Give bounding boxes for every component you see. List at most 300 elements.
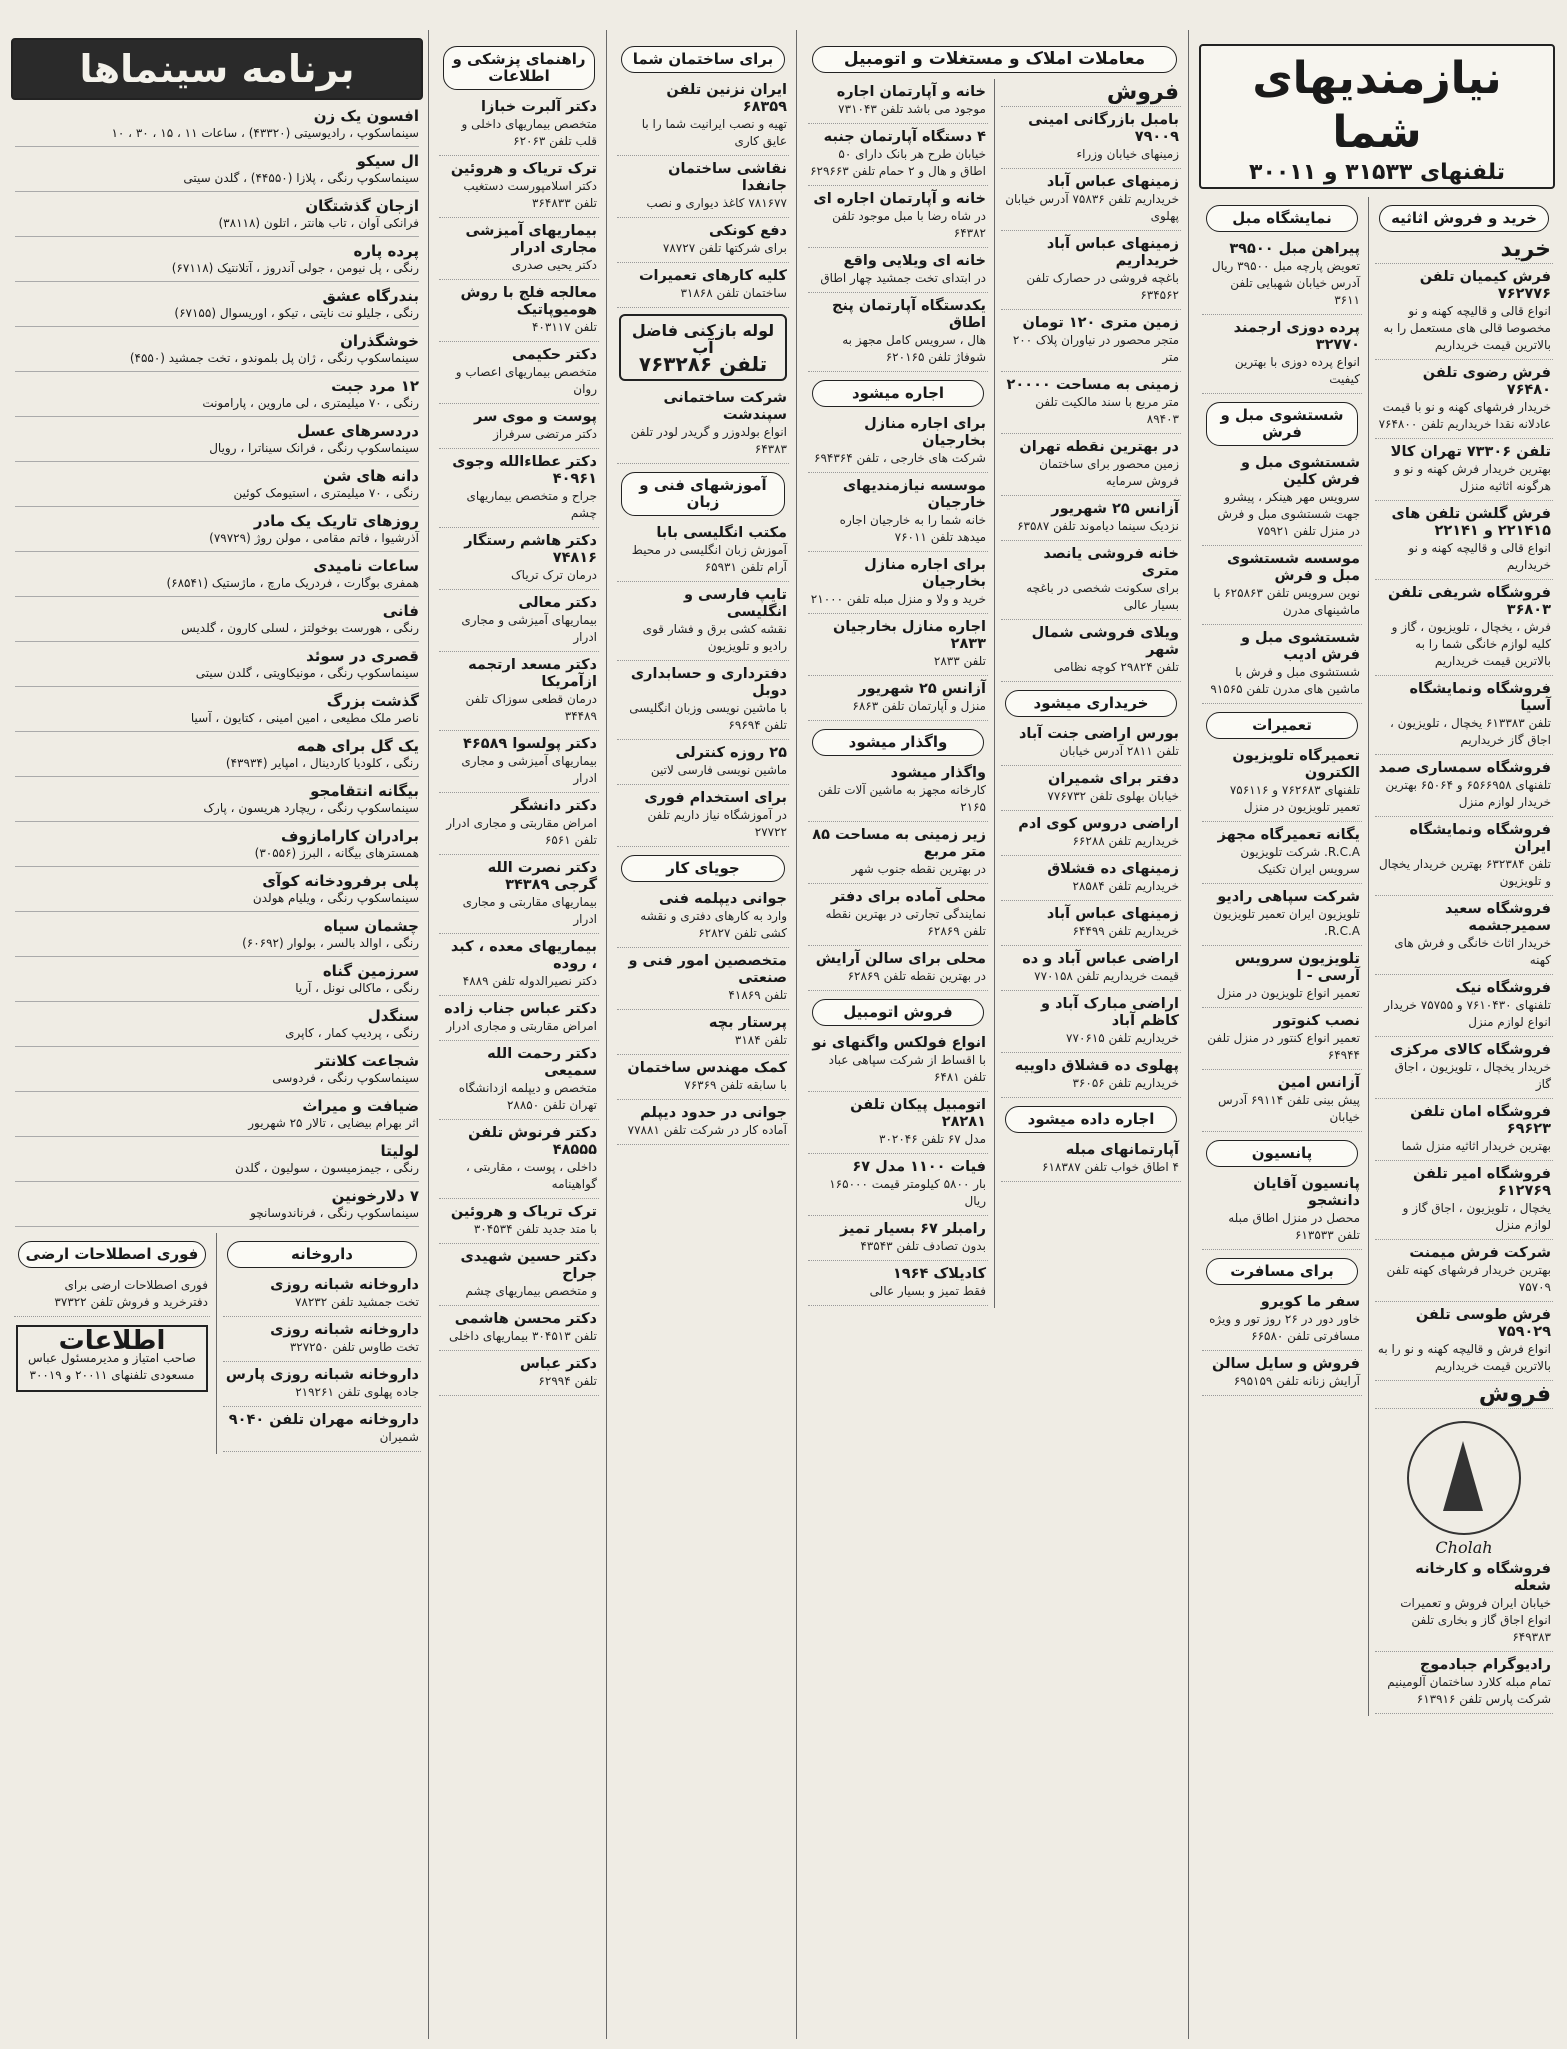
column-divider [428, 30, 429, 2039]
classified-ad-body: فرش ، یخچال ، تلویزیون ، گاز و کلیه لوازم خانگی شما را به بالاترین قیمت خریداریم [1391, 620, 1551, 668]
classified-ad-heading: شستشوی مبل و فرش کلین [1240, 455, 1360, 488]
classified-ad [1375, 441, 1553, 501]
movie-list [7, 108, 427, 1227]
classified-ad-heading: یگانه تعمیرگاه مجهز [1217, 827, 1360, 843]
classified-ad-heading: زمینهای عباس آباد [1046, 174, 1179, 190]
classified-ad-body: تلفن ۲۹۸۲۴ کوچه نظامی [1053, 660, 1179, 674]
movie-title: برادران کارامازوف [280, 827, 419, 845]
classified-ad [1375, 898, 1553, 975]
section-header-buy-sell: خرید و فروش اثاثیه [1379, 205, 1549, 232]
classified-ad [1375, 1304, 1553, 1381]
movie-listing [15, 1098, 419, 1137]
movie-listing [15, 1143, 419, 1182]
classified-ad [617, 1012, 789, 1055]
classified-ad [1375, 503, 1553, 580]
classified-ad-heading: فروشگاه و کارخانه شعله [1415, 1561, 1551, 1594]
movie-details: همسترهای بیگانه ، البرز (۳۰۵۵۶) [254, 846, 419, 860]
classified-ad [1001, 233, 1181, 310]
drain-ad-title: لوله بازکنی فاضل آب [631, 321, 775, 357]
classified-ad-body: تلفن ۶۱۳۳۸۳ یخچال ، تلویزیون ، اجاق گاز خریداریم [1389, 716, 1551, 747]
classified-ad-body: زمین محصور برای ساختمان فروش سرمایه [1039, 457, 1179, 488]
medical-ad-heading: دکتر عطاءالله وجوی ۴۰۹۶۱ [452, 454, 597, 487]
classified-ad [617, 888, 789, 948]
pharmacy-ad-heading: داروخانه شبانه روزی [270, 1277, 419, 1293]
classified-ad [1001, 312, 1181, 372]
classified-ad [808, 126, 988, 186]
classified-ad-body: متجر محصور در نیاوران پلاک ۲۰۰ متر [1012, 333, 1179, 364]
medical-ad [439, 592, 599, 652]
movie-details: سینماسکوپ رنگی ، پلازا (۴۴۵۵۰) ، گلدن سیتی [183, 171, 419, 185]
classified-ad-heading: زمینهای عباس آباد خریداریم [1046, 236, 1179, 269]
classified-ad-heading: رامبلر ۶۷ بسیار تمیز [839, 1221, 986, 1237]
classified-ad [617, 522, 789, 582]
section-header-furniture: نمایشگاه مبل [1206, 205, 1358, 232]
pharmacy-ad-body: جاده پهلوی تلفن ۲۱۹۲۶۱ [295, 1385, 419, 1399]
classified-ad [1001, 813, 1181, 856]
pharmacy-ad [223, 1274, 421, 1317]
classified-ad [1202, 1173, 1362, 1250]
classified-ad-body: خیابان بهلوی تلفن ۷۷۶۷۳۲ [1047, 789, 1179, 803]
classified-ad-body: تلفن ۶۳۲۳۸۴ بهترین خریدار یخچال و تلویزیون [1378, 857, 1551, 888]
classified-ad-heading: شرکت فرش میمنت [1409, 1245, 1551, 1261]
classified-ad-body: باغچه فروشی در حصارک تلفن ۶۳۴۵۶۲ [1026, 271, 1179, 302]
classified-ad-heading: ویلای فروشی شمال شهر [1031, 625, 1179, 658]
classified-ad-heading: فروشگاه ونمایشگاه آسیا [1409, 681, 1551, 714]
classified-ad-body: فقط تمیز و بسیار عالی [869, 1284, 986, 1298]
classified-ad-body: تعمیر انواع تلویزیون در منزل [1216, 986, 1360, 1000]
classified-ad-heading: خانه فروشی یانصد متری [1043, 546, 1179, 579]
classified-ad [1001, 543, 1181, 620]
classified-ad-body: آماده کار در شرکت تلفن ۷۷۸۸۱ [627, 1123, 787, 1137]
medical-ad-body: دکتر مرتضی سرفراز [493, 427, 597, 441]
movie-listing [15, 1053, 419, 1092]
medical-ad-heading: دکتر نصرت الله گرجی ۳۴۳۸۹ [487, 860, 597, 893]
column-real-estate [802, 38, 1187, 2035]
classified-ad [1375, 582, 1553, 676]
medical-ad-heading: دکتر هاشم رستگار ۷۴۸۱۶ [464, 533, 597, 566]
repair-ads-list [1196, 745, 1368, 1132]
classified-ad [617, 158, 789, 218]
classified-ad-heading: اراضی دروس کوی ادم [1018, 816, 1179, 832]
job-ads-list [611, 888, 795, 1145]
medical-ad [439, 936, 599, 996]
sale-heading: فروش [1001, 81, 1181, 107]
classified-ad-heading: پرستار بچه [708, 1015, 787, 1031]
movie-details: فرانکی آوان ، تاب هانتر ، اتلون (۳۸۱۱۸) [218, 216, 419, 230]
movie-listing [15, 198, 419, 237]
classified-ad [808, 1218, 988, 1261]
classified-ad-body: خریداریم تلفن ۷۵۸۳۶ آدرس خیابان پهلوی [1005, 192, 1179, 223]
movie-title: یک گل برای همه [296, 737, 419, 755]
classified-ad-heading: خانه و آپارتمان اجاره ای [813, 191, 986, 207]
movie-listing [15, 1188, 419, 1227]
movie-title: قصری در سوئد [306, 647, 419, 665]
medical-ad-heading: معالجه فلج با روش هومیوپاتیک [460, 285, 597, 318]
classified-ad-body: برای سکونت شخصی در باغچه بسیار عالی [1026, 581, 1179, 612]
movie-title: بیگانه انتقامجو [310, 782, 419, 800]
movie-details: سینماسکوپ رنگی ، ژان پل بلموندو ، تخت جمشید (۴۵۵۰) [129, 351, 419, 365]
classified-ad-body: ۷۸۱۶۷۷ کاغذ دیواری و نصب [646, 196, 787, 210]
classified-ad-body: محصل در منزل اطاق مبله تلفن ۶۱۳۵۳۳ [1228, 1211, 1360, 1242]
classified-ad-body: موجود می باشد تلفن ۷۳۱۰۴۳ [838, 102, 986, 116]
section-header-travel: برای مسافرت [1206, 1258, 1358, 1285]
classified-ad-heading: فروشگاه ونمایشگاه ایران [1409, 822, 1551, 855]
classified-ad-heading: پیراهن مبل ۳۹۵۰۰ [1229, 241, 1360, 257]
building-ads-list [611, 79, 795, 308]
medical-ad [439, 451, 599, 528]
medical-ad-heading: دکتر مسعد ارتجمه ازآمریکا [468, 657, 597, 690]
cinema-banner [11, 38, 423, 100]
movie-title: لولیتا [380, 1142, 419, 1160]
movie-listing [15, 513, 419, 552]
medical-ad-body: تلفن ۴۰۳۱۱۷ [531, 320, 597, 334]
classified-ad [1202, 1010, 1362, 1070]
medical-ad-body: داخلی ، پوست ، مقاربتی ، گواهینامه [465, 1160, 597, 1191]
classified-ad [808, 295, 988, 372]
classified-ad-body: شرکت های خارجی ، تلفن ۶۹۴۳۶۴ [814, 451, 986, 465]
medical-ad-heading: دکتر آلبرت خبازا [481, 99, 597, 115]
classified-ad [1001, 723, 1181, 766]
classified-ad [808, 616, 988, 676]
classified-ad [617, 79, 789, 156]
classified-ad [808, 678, 988, 721]
classifieds-title: نیازمندیهای شما [1252, 53, 1502, 158]
section-header-building: برای ساختمان شما [621, 46, 785, 73]
classified-ad-heading: کلیه کارهای تعمیرات [638, 268, 787, 284]
medical-ad-body: متخصص و دیپلمه ازدانشگاه تهران تلفن ۲۸۸۵۰ [458, 1081, 597, 1112]
medical-ad-body: دکتر اسلامپورست دستغیب تلفن ۳۶۴۸۳۳ [463, 179, 597, 210]
movie-title: روزهای تاریک یک مادر [253, 512, 419, 530]
movie-title: پلی برفرودخانه کوآی [262, 872, 419, 890]
classified-ad-body: بهترین خریدار اثاثیه منزل شما [1401, 1139, 1551, 1153]
classified-ad [1001, 903, 1181, 946]
classified-ad-heading: فروشگاه شریفی تلفن ۳۶۸۰۳ [1388, 585, 1551, 618]
medical-ad-body: متخصص بیماریهای داخلی و قلب تلفن ۶۲۰۶۳ [461, 117, 597, 148]
classified-ad-body: خریدار یخچال ، تلویزیون ، اجاق گاز [1394, 1060, 1551, 1091]
movie-listing [15, 558, 419, 597]
classified-ad-body: تلفنهای ۶۵۶۶۹۵۸ و ۶۵۰۶۴ بهترین خریدار لوازم منزل [1385, 778, 1551, 809]
section-header-buy: خریداری میشود [1005, 690, 1177, 717]
buy-ads-list [1369, 266, 1559, 1381]
medical-ad-body: امراض مقاربتی و مجاری ادرار تلفن ۶۵۶۱ [446, 816, 597, 847]
classified-ad-body: ۴ اطاق خواب تلفن ۶۱۸۳۸۷ [1042, 1160, 1179, 1174]
movie-listing [15, 873, 419, 912]
classified-ad-body: وارد به کارهای دفتری و نقشه کشی تلفن ۶۲۸۲۷ [640, 909, 787, 940]
classified-ad [1202, 1291, 1362, 1351]
movie-listing [15, 963, 419, 1002]
movie-title: شجاعت کلانتر [315, 1052, 419, 1070]
classified-ad [617, 265, 789, 308]
column-building [611, 38, 795, 2035]
movie-title: چشمان سیاه [323, 917, 419, 935]
classified-ad-body: تلفنهای ۷۶۱۰۴۳۰ و ۷۵۷۵۵ خریدار انواع لوازم منزل [1384, 998, 1551, 1029]
real-estate-subcolumn-rent [802, 79, 994, 1308]
classified-ad-heading: واگذار میشود [890, 765, 986, 781]
classified-ad-heading: جوانی در حدود دیپلم [640, 1105, 787, 1121]
classified-ad [1202, 745, 1362, 822]
medical-ad [439, 1353, 599, 1396]
pharmacy-ad [223, 1364, 421, 1407]
classified-ad-heading: تایپ فارسی و انگلیسی [683, 587, 787, 620]
classified-ad-body: متر مربع با سند مالکیت تلفن ۸۹۴۰۳ [1035, 395, 1179, 426]
classified-ad-body: انواع پرده دوزی با بهترین کیفیت [1234, 355, 1360, 386]
movie-listing [15, 378, 419, 417]
medical-ad [439, 344, 599, 404]
buy-sell-subcolumn [1369, 197, 1559, 1716]
classified-ad-heading: فروشگاه سعید سمیرجشمه [1444, 901, 1551, 934]
classified-ad-body: پیش بینی تلفن ۶۹۱۱۴ آدرس خیابان [1218, 1093, 1360, 1124]
movie-listing [15, 828, 419, 867]
medical-ad-body: بیماریهای آمیزشی و مجاری ادرار [461, 754, 597, 785]
classified-ad-body: با ماشین نویسی وزبان انگلیسی تلفن ۶۹۶۹۴ [629, 701, 787, 732]
column-divider [796, 30, 797, 2039]
classified-ad-heading: پانسیون آقایان دانشجو [1253, 1176, 1360, 1209]
medical-ad [439, 1043, 599, 1120]
medical-ad-heading: ترک تریاک و هروئین [450, 1204, 597, 1220]
movie-listing [15, 288, 419, 327]
classified-ad-body: بدون تصادف تلفن ۴۳۵۴۳ [860, 1239, 986, 1253]
section-header-pharmacy: داروخانه [227, 1241, 417, 1268]
classified-ad-heading: آزانس ۲۵ شهریور [1051, 501, 1179, 517]
classified-ad-body: بار ۵۸۰۰ کیلومتر قیمت ۱۶۵۰۰۰ ریال [829, 1177, 986, 1208]
classified-ad-body: خریداریم تلفن ۶۴۴۹۹ [1072, 924, 1179, 938]
classified-ad-heading: مکتب انگلیسی بابا [656, 525, 787, 541]
classified-ad [1375, 1101, 1553, 1161]
movie-title: سرزمین گناه [322, 962, 419, 980]
classified-ad [808, 475, 988, 552]
medical-ad-body: تلفن ۳۰۴۵۱۳ بیماریهای داخلی [449, 1329, 597, 1343]
movie-listing [15, 918, 419, 957]
cinema-title: برنامه سینماها [79, 47, 355, 91]
classified-ad [1375, 1242, 1553, 1302]
movie-details: سینماسکوپ رنگی ، فرانک سیناترا ، رویال [209, 441, 419, 455]
classified-ad-body: خریداریم تلفن ۷۷۰۶۱۵ [1066, 1031, 1179, 1045]
classified-ad [1202, 948, 1362, 1008]
classified-ad-heading: تلویزیون سرویس آرسی - ا [1234, 951, 1360, 984]
classified-ad-heading: زیر زمینی به مساحت ۸۵ متر مربع [812, 827, 986, 860]
column-medical [433, 38, 605, 2035]
classified-ad [1375, 757, 1553, 817]
movie-title: ضیافت و میراث [302, 1097, 419, 1115]
movie-details: سینماسکوپ رنگی ، مونیکاویتی ، گلدن سیتی [195, 666, 419, 680]
classified-ad [1202, 627, 1362, 704]
classified-ad-heading: فروشگاه امیر تلفن ۶۱۲۷۶۹ [1412, 1166, 1551, 1199]
buy-heading: خرید [1375, 238, 1553, 264]
movie-details: رنگی ، پردیپ کمار ، کاپری [285, 1026, 419, 1040]
classified-ad-heading: جوانی دیپلمه فنی [658, 891, 787, 907]
classified-ad-heading: فروش و سایل سالن [1212, 1356, 1360, 1372]
classified-ad-heading: خانه ای ویلایی واقع [843, 253, 986, 269]
section-header-real-estate: معاملات املاک و مستغلات و اتومبیل [812, 46, 1177, 73]
classified-ad [808, 250, 988, 293]
classified-ad-body: هال ، سرویس کامل مجهز به شوفاژ تلفن ۶۲۰۱۶۵ [842, 333, 986, 364]
medical-ad [439, 795, 599, 855]
classified-ad-heading: بورس اراضی جنت آباد [1018, 726, 1179, 742]
classified-ad-body: در بهترین نقطه جنوب شهر [851, 862, 986, 876]
education-ads-list [611, 522, 795, 847]
section-header-transfer: واگذار میشود [812, 729, 984, 756]
classified-ad-heading: فرش کیمیان تلفن ۷۶۲۷۷۶ [1419, 269, 1551, 302]
medical-ad [439, 1201, 599, 1244]
classified-ad-body: نمایندگی تجارتی در بهترین نقطه تلفن ۶۲۸۶۹ [825, 907, 986, 938]
column-divider [994, 79, 995, 1308]
classified-ad-body: خیابان ایران فروش و تعمیرات انواع اجاق گاز و بخاری تلفن ۶۴۹۳۸۳ [1400, 1596, 1551, 1644]
classified-ad-heading: اراضی مبارک آباد و کاظم آباد [1041, 996, 1179, 1029]
movie-title: ساعات نامیدی [313, 557, 419, 575]
classified-ad [617, 950, 789, 1010]
medical-ad [439, 1308, 599, 1351]
medical-ad-heading: دکتر فرنوش تلفن ۴۸۵۵۵ [468, 1125, 597, 1158]
transfer-ads-list [802, 762, 994, 991]
classified-ad [1202, 886, 1362, 946]
classified-ad-body: در شاه رضا با مبل موجود تلفن ۶۴۳۸۲ [832, 209, 986, 240]
classified-ad-heading: آزانس امین [1277, 1075, 1360, 1091]
classified-ad-body: بهترین خریدار فرش کهنه و نو و هرگونه اثاثیه منزل [1394, 462, 1551, 493]
medical-ad-body: امراض مقاربتی و مجاری ادرار [446, 1019, 597, 1033]
classified-ad-heading: سفر ما کویرو [1260, 1294, 1360, 1310]
movie-details: همفری بوگارت ، فردریک مارچ ، ماژستیک (۶۸۵۴۱) [166, 576, 419, 590]
movie-title: ازجان گذشتگان [305, 197, 419, 215]
classified-ad [617, 742, 789, 785]
movie-listing [15, 153, 419, 192]
classified-ad [617, 1102, 789, 1145]
movie-listing [15, 108, 419, 147]
classified-ad [1001, 109, 1181, 169]
classified-ad [808, 1156, 988, 1216]
movie-listing [15, 648, 419, 687]
flame-logo-icon [1407, 1421, 1521, 1535]
movie-details: رنگی ، پل نیومن ، جولی آندروز ، آتلانتیک (۶۷۱۱۸) [171, 261, 419, 275]
classified-ad-heading: فرش طوسی تلفن ۷۵۹۰۲۹ [1415, 1307, 1551, 1340]
movie-details: رنگی ، ماکالی نونل ، آریا [295, 981, 419, 995]
movie-details: سینماسکوپ رنگی ، فرناندوسانچو [250, 1206, 419, 1220]
classified-ad [1375, 819, 1553, 896]
newspaper-logo: اطلاعات [58, 1326, 166, 1356]
classified-ad-heading: تعمیرگاه تلویزیون الکترون [1232, 748, 1360, 781]
rent-out-ads-list [995, 1139, 1187, 1182]
medical-ad [439, 998, 599, 1041]
classified-ad [1375, 1558, 1553, 1652]
classified-ad-body: تعویض پارچه مبل ۳۹۵۰۰ ریال آدرس خیابان شهبایی تلفن ۳۶۱۱ [1211, 259, 1360, 307]
rent-ads-list [802, 81, 994, 372]
classified-ad-body: منزل و آپارتمان تلفن ۶۸۶۳ [852, 699, 986, 713]
classified-ad [1202, 238, 1362, 315]
section-header-cleaning: شستشوی مبل و فرش [1206, 402, 1358, 446]
company-ad: شرکت ساختمانی سپندشت انواع بولدوزر و گریدر لودر تلفن ۶۴۳۸۳ [617, 387, 789, 464]
movie-details: رنگی ، ۷۰ میلیمتری ، استیومک کوئین [233, 486, 419, 500]
movie-details: رنگی ، اوالد بالسر ، بولوار (۶۰۶۹۲) [242, 936, 419, 950]
movie-details: رنگی ، جلیلو نت نایتی ، تیکو ، اوریسوال (۶۷۱۵۵) [174, 306, 419, 320]
classifieds-phones: تلفنهای ۳۱۵۳۳ و ۳۰۰۱۱ [1249, 160, 1505, 185]
classified-ad [1001, 1139, 1181, 1182]
classified-ad-body: انواع فرش و قالیچه کهنه و نو را به بالاترین قیمت خریداریم [1377, 1342, 1551, 1373]
classified-ad-body: نقشه کشی برق و فشار قوی رادیو و تلویزیون [642, 622, 787, 653]
movie-details: رنگی ، ۷۰ میلیمتری ، لی ماروین ، پارامونت [202, 396, 419, 410]
classified-ad [1202, 548, 1362, 625]
classified-ad-heading: اجاره منازل بخارجیان ۲۸۳۳ [832, 619, 986, 652]
classified-ad [1001, 858, 1181, 901]
classified-ad-body: نزدیک سینما دیاموند تلفن ۶۳۵۸۷ [1017, 519, 1179, 533]
classified-ad-heading: ۲۵ روزه کنترلی [675, 745, 787, 761]
auto-ads-list [802, 1032, 994, 1306]
classified-ad [1001, 948, 1181, 991]
movie-details: سینماسکوپ رنگی ، فردوسی [272, 1071, 419, 1085]
movie-details: اثر بهرام بیضایی ، تالار ۲۵ شهریور [248, 1116, 419, 1130]
classified-ad-heading: ایران نزنین تلفن ۶۸۳۵۹ [666, 82, 787, 115]
classified-ad-heading: زمینی به مساحت ۲۰۰۰۰ [1006, 377, 1179, 393]
classified-ad-body: تلفن ۲۸۳۳ [933, 654, 986, 668]
pharmacy-ad-heading: داروخانه مهران تلفن ۹۰۴۰ [228, 1412, 419, 1428]
land-reform-ad: فوری اصطلاحات ارضی برای دفترخرید و فروش تلفن ۳۷۳۲۲ [14, 1274, 210, 1317]
classified-ad-heading: شستشوی مبل و فرش ادیب [1240, 630, 1360, 663]
classified-ad-body: تهیه و نصب ایرانیت شما را با عایق کاری [641, 117, 787, 148]
classified-ad-body: تلفن ۴۱۸۶۹ [728, 988, 787, 1002]
classified-ad-heading: پهلوی ده قشلاق داوییه [1014, 1058, 1179, 1074]
classified-ad-heading: محلی برای سالن آرایش [815, 951, 986, 967]
movie-details: سینماسکوپ رنگی ، ویلیام هولدن [252, 891, 419, 905]
logo-caption: Cholah [1435, 1538, 1493, 1557]
classified-ad-body: سرویس مهر هینکر ، پیشرو جهت شستشوی مبل و فرش در منزل تلفن ۷۵۹۲۱ [1217, 490, 1360, 538]
medical-ad [439, 733, 599, 793]
classified-ad-heading: فرش گلشن تلفن های ۲۲۱۴۱۵ و ۲۲۱۴۱ [1391, 506, 1551, 539]
medical-ad-body: و متخصص بیماریهای چشم [465, 1284, 597, 1298]
classified-ad-heading: فیات ۱۱۰۰ مدل ۶۷ [852, 1159, 986, 1175]
classified-ad [808, 948, 988, 991]
section-header-pension: پانسیون [1206, 1140, 1358, 1167]
classified-ad-heading: دفع کونکی [709, 223, 787, 239]
column-1 [1195, 44, 1559, 2035]
medical-ad [439, 96, 599, 156]
classified-ad-heading: زمین متری ۱۲۰ تومان [1022, 315, 1179, 331]
classified-ad-body: خریداریم تلفن ۶۶۲۸۸ [1072, 834, 1179, 848]
classified-ad [808, 1032, 988, 1092]
pension-ads-list [1196, 1173, 1368, 1250]
movie-title: ال سیکو [356, 152, 419, 170]
movie-title: ۱۲ مرد جبت [331, 377, 419, 395]
movie-listing [15, 1008, 419, 1047]
medical-ad [439, 158, 599, 218]
classified-ad-body: خریدار اثاث خانگی و فرش های کهنه [1394, 936, 1551, 967]
classified-ad-body: آرایش زنانه تلفن ۶۹۵۱۵۹ [1233, 1374, 1360, 1388]
classified-ad [1375, 1039, 1553, 1099]
section-header-jobs: جویای کار [621, 855, 785, 882]
classified-ad-heading: اراضی عباس آباد و ده [1022, 951, 1179, 967]
classified-ad [617, 787, 789, 847]
furniture-ads-list [1196, 238, 1368, 394]
medical-ad [439, 1122, 599, 1199]
movie-details: رنگی ، هورست بوخولتز ، لسلی کارون ، گلدیس [181, 621, 419, 635]
medical-ad [439, 406, 599, 449]
classified-ad-heading: رادیوگرام جبادموج [1419, 1657, 1551, 1673]
classified-ad-heading: متخصصین امور فنی و صنعتی [628, 953, 787, 986]
classified-ad-heading: برای اجاره منازل بخارجیان [864, 416, 986, 449]
classified-ad-heading: بامبل بازرگانی امینی ۷۹۰۰۹ [1028, 112, 1179, 145]
medical-ad-heading: ترک تریاک و هروئین [450, 161, 597, 177]
movie-listing [15, 783, 419, 822]
classifieds-banner [1199, 44, 1555, 189]
classified-ad [1001, 768, 1181, 811]
pharmacy-ad-heading: داروخانه شبانه روزی [270, 1322, 419, 1338]
medical-ad-heading: دکتر رحمت الله سمیعی [487, 1046, 597, 1079]
classified-ad-body: در ابتدای تخت جمشید چهار اطاق [820, 271, 986, 285]
classified-ad [1001, 622, 1181, 682]
classified-ad [808, 413, 988, 473]
classified-ad-heading: تلفن ۷۳۳۰۶ تهران کالا [1390, 444, 1551, 460]
medical-ad-body: بیماریهای مقاربتی و مجاری ادرار [462, 895, 597, 926]
section-header-education: آموزشهای فنی و زبان [621, 472, 785, 516]
movie-listing [15, 243, 419, 282]
classified-ad [1001, 1055, 1181, 1098]
